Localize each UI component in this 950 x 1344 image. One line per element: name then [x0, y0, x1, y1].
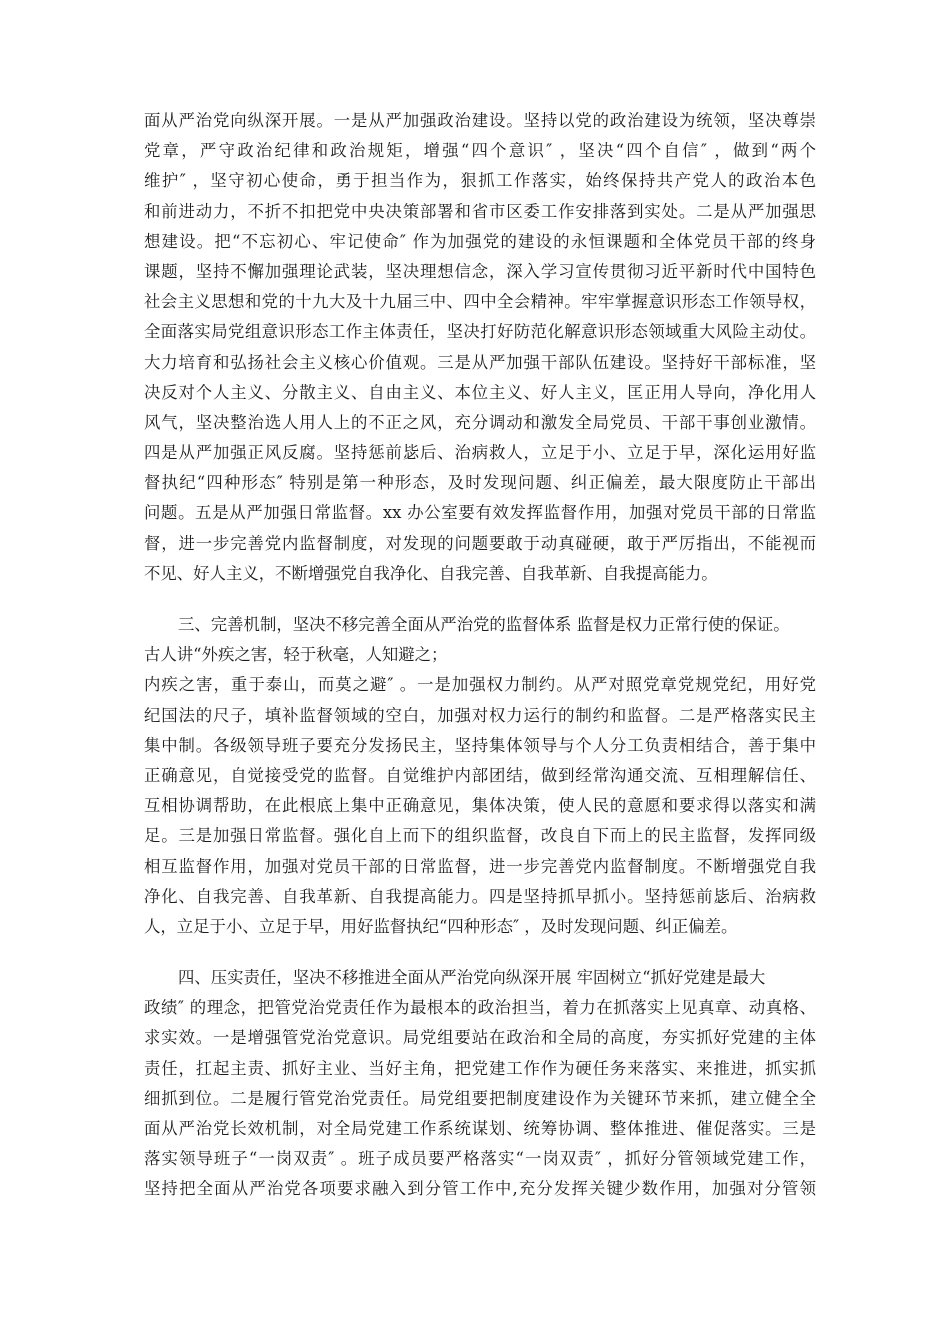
text-line: 人，立足于小、立足于早，用好监督执纪“四种形态″ ，及时发现问题、纠正偏差。	[144, 916, 738, 936]
text-line: 大力培育和弘扬社会主义核心价值观。三是从严加强干部队伍建设。坚持好干部标准，坚	[144, 352, 816, 372]
text-line: 不见、好人主义，不断增强党自我净化、自我完善、自我革新、自我提高能力。	[144, 563, 718, 583]
paragraph-gap	[144, 589, 816, 610]
text-line: 全面落实局党组意识形态工作主体责任，坚决打好防范化解意识形态领域重大风险主动仗。	[144, 322, 816, 342]
text-line: 落实领导班子“一岗双责″ 。班子成员要严格落实“一岗双责″ ，抓好分管领域党建工作，	[144, 1149, 816, 1169]
text-line: 想建设。把“不忘初心、牢记使命″ 作为加强党的建设的永恒课题和全体党员干部的终身	[144, 231, 816, 251]
text-line: 问题。五是从严加强日常监督。xx 办公室要有效发挥监督作用，加强对党员干部的日常监	[144, 503, 816, 523]
text-line: 政绩″ 的理念，把管党治党责任作为最根本的政治担当，着力在抓落实上见真章、动真格、	[144, 998, 816, 1018]
paragraph	[144, 610, 816, 942]
text-line: 四是从严加强正风反腐。坚持惩前毖后、治病救人，立足于小、立足于早，深化运用好监	[144, 443, 816, 463]
text-line: 足。三是加强日常监督。强化自上而下的组织监督，改良自下而上的民主监督，发挥同级	[144, 826, 816, 846]
text-line: 课题，坚持不懈加强理论武装，坚决理想信念，深入学习宣传贯彻习近平新时代中国特色	[144, 261, 816, 281]
text-line: 决反对个人主义、分散主义、自由主义、本位主义、好人主义，匡正用人导向，净化用人	[144, 382, 816, 402]
text-line: 内疾之害，重于泰山，而莫之避″ 。一是加强权力制约。从严对照党章党规党纪，用好党	[144, 675, 816, 695]
paragraph-gap	[144, 942, 816, 963]
text-line: 细抓到位。二是履行管党治党责任。局党组要把制度建设作为关键环节来抓，建立健全全	[144, 1088, 816, 1108]
paragraph	[144, 963, 816, 1205]
text-line: 社会主义思想和党的十九大及十九届三中、四中全会精神。牢牢掌握意识形态工作领导权，	[144, 292, 816, 312]
text-line: 维护″ ，坚守初心使命，勇于担当作为，狠抓工作落实，始终保持共产党人的政治本色	[144, 171, 816, 191]
text-line: 责任，扛起主责、抓好主业、当好主角，把党建工作作为硬任务来落实、来推进，抓实抓	[144, 1058, 816, 1078]
document-page	[144, 106, 816, 1205]
text-line: 和前进动力，不折不扣把党中央决策部署和省市区委工作安排落到实处。二是从严加强思	[144, 201, 816, 221]
text-line: 面从严治党长效机制，对全局党建工作系统谋划、统筹协调、整体推进、催促落实。三是	[144, 1119, 816, 1138]
text-line: 面从严治党向纵深开展。一是从严加强政治建设。坚持以党的政治建设为统领，坚决尊崇	[144, 111, 816, 130]
text-line: 督执纪“四种形态″ 特别是第一种形态，及时发现问题、纠正偏差，最大限度防止干部出	[144, 473, 816, 493]
section-heading-line: 四、压实责任，坚决不移推进全面从严治党向纵深开展 牢固树立“抓好党建是最大	[178, 968, 766, 988]
text-line: 求实效。一是增强管党治党意识。局党组要站在政治和全局的高度，夯实抓好党建的主体	[144, 1028, 816, 1048]
text-line: 风气，坚决整治选人用人上的不正之风，充分调动和激发全局党员、干部干事创业激情。	[144, 412, 816, 432]
text-line: 党章，严守政治纪律和政治规矩，增强“四个意识″ ，坚决“四个自信″ ，做到“两个	[144, 141, 816, 161]
paragraph	[144, 106, 816, 589]
text-line: 正确意见，自觉接受党的监督。自觉维护内部团结，做到经常沟通交流、互相理解信任、	[144, 765, 816, 785]
text-line: 互相协调帮助，在此根底上集中正确意见，集体决策，使人民的意愿和要求得以落实和满	[144, 796, 816, 816]
text-line: 集中制。各级领导班子要充分发扬民主，坚持集体领导与个人分工负责相结合，善于集中	[144, 735, 816, 755]
text-line: 相互监督作用，加强对党员干部的日常监督，进一步完善党内监督制度。不断增强党自我	[144, 856, 816, 876]
section-heading-line: 三、完善机制，坚决不移完善全面从严治党的监督体系 监督是权力正常行使的保证。	[178, 615, 790, 634]
text-line: 净化、自我完善、自我革新、自我提高能力。四是坚持抓早抓小。坚持惩前毖后、治病救	[144, 886, 816, 906]
text-line: 纪国法的尺子，填补监督领域的空白，加强对权力运行的制约和监督。二是严格落实民主	[144, 705, 816, 725]
text-line: 古人讲“外疾之害，轻于秋毫，人知避之；	[144, 645, 448, 665]
text-line: 督，进一步完善党内监督制度，对发现的问题要敢于动真碰硬，敢于严厉指出，不能视而	[144, 533, 816, 553]
text-line: 坚持把全面从严治党各项要求融入到分管工作中,充分发挥关键少数作用，加强对分管领	[144, 1179, 816, 1199]
